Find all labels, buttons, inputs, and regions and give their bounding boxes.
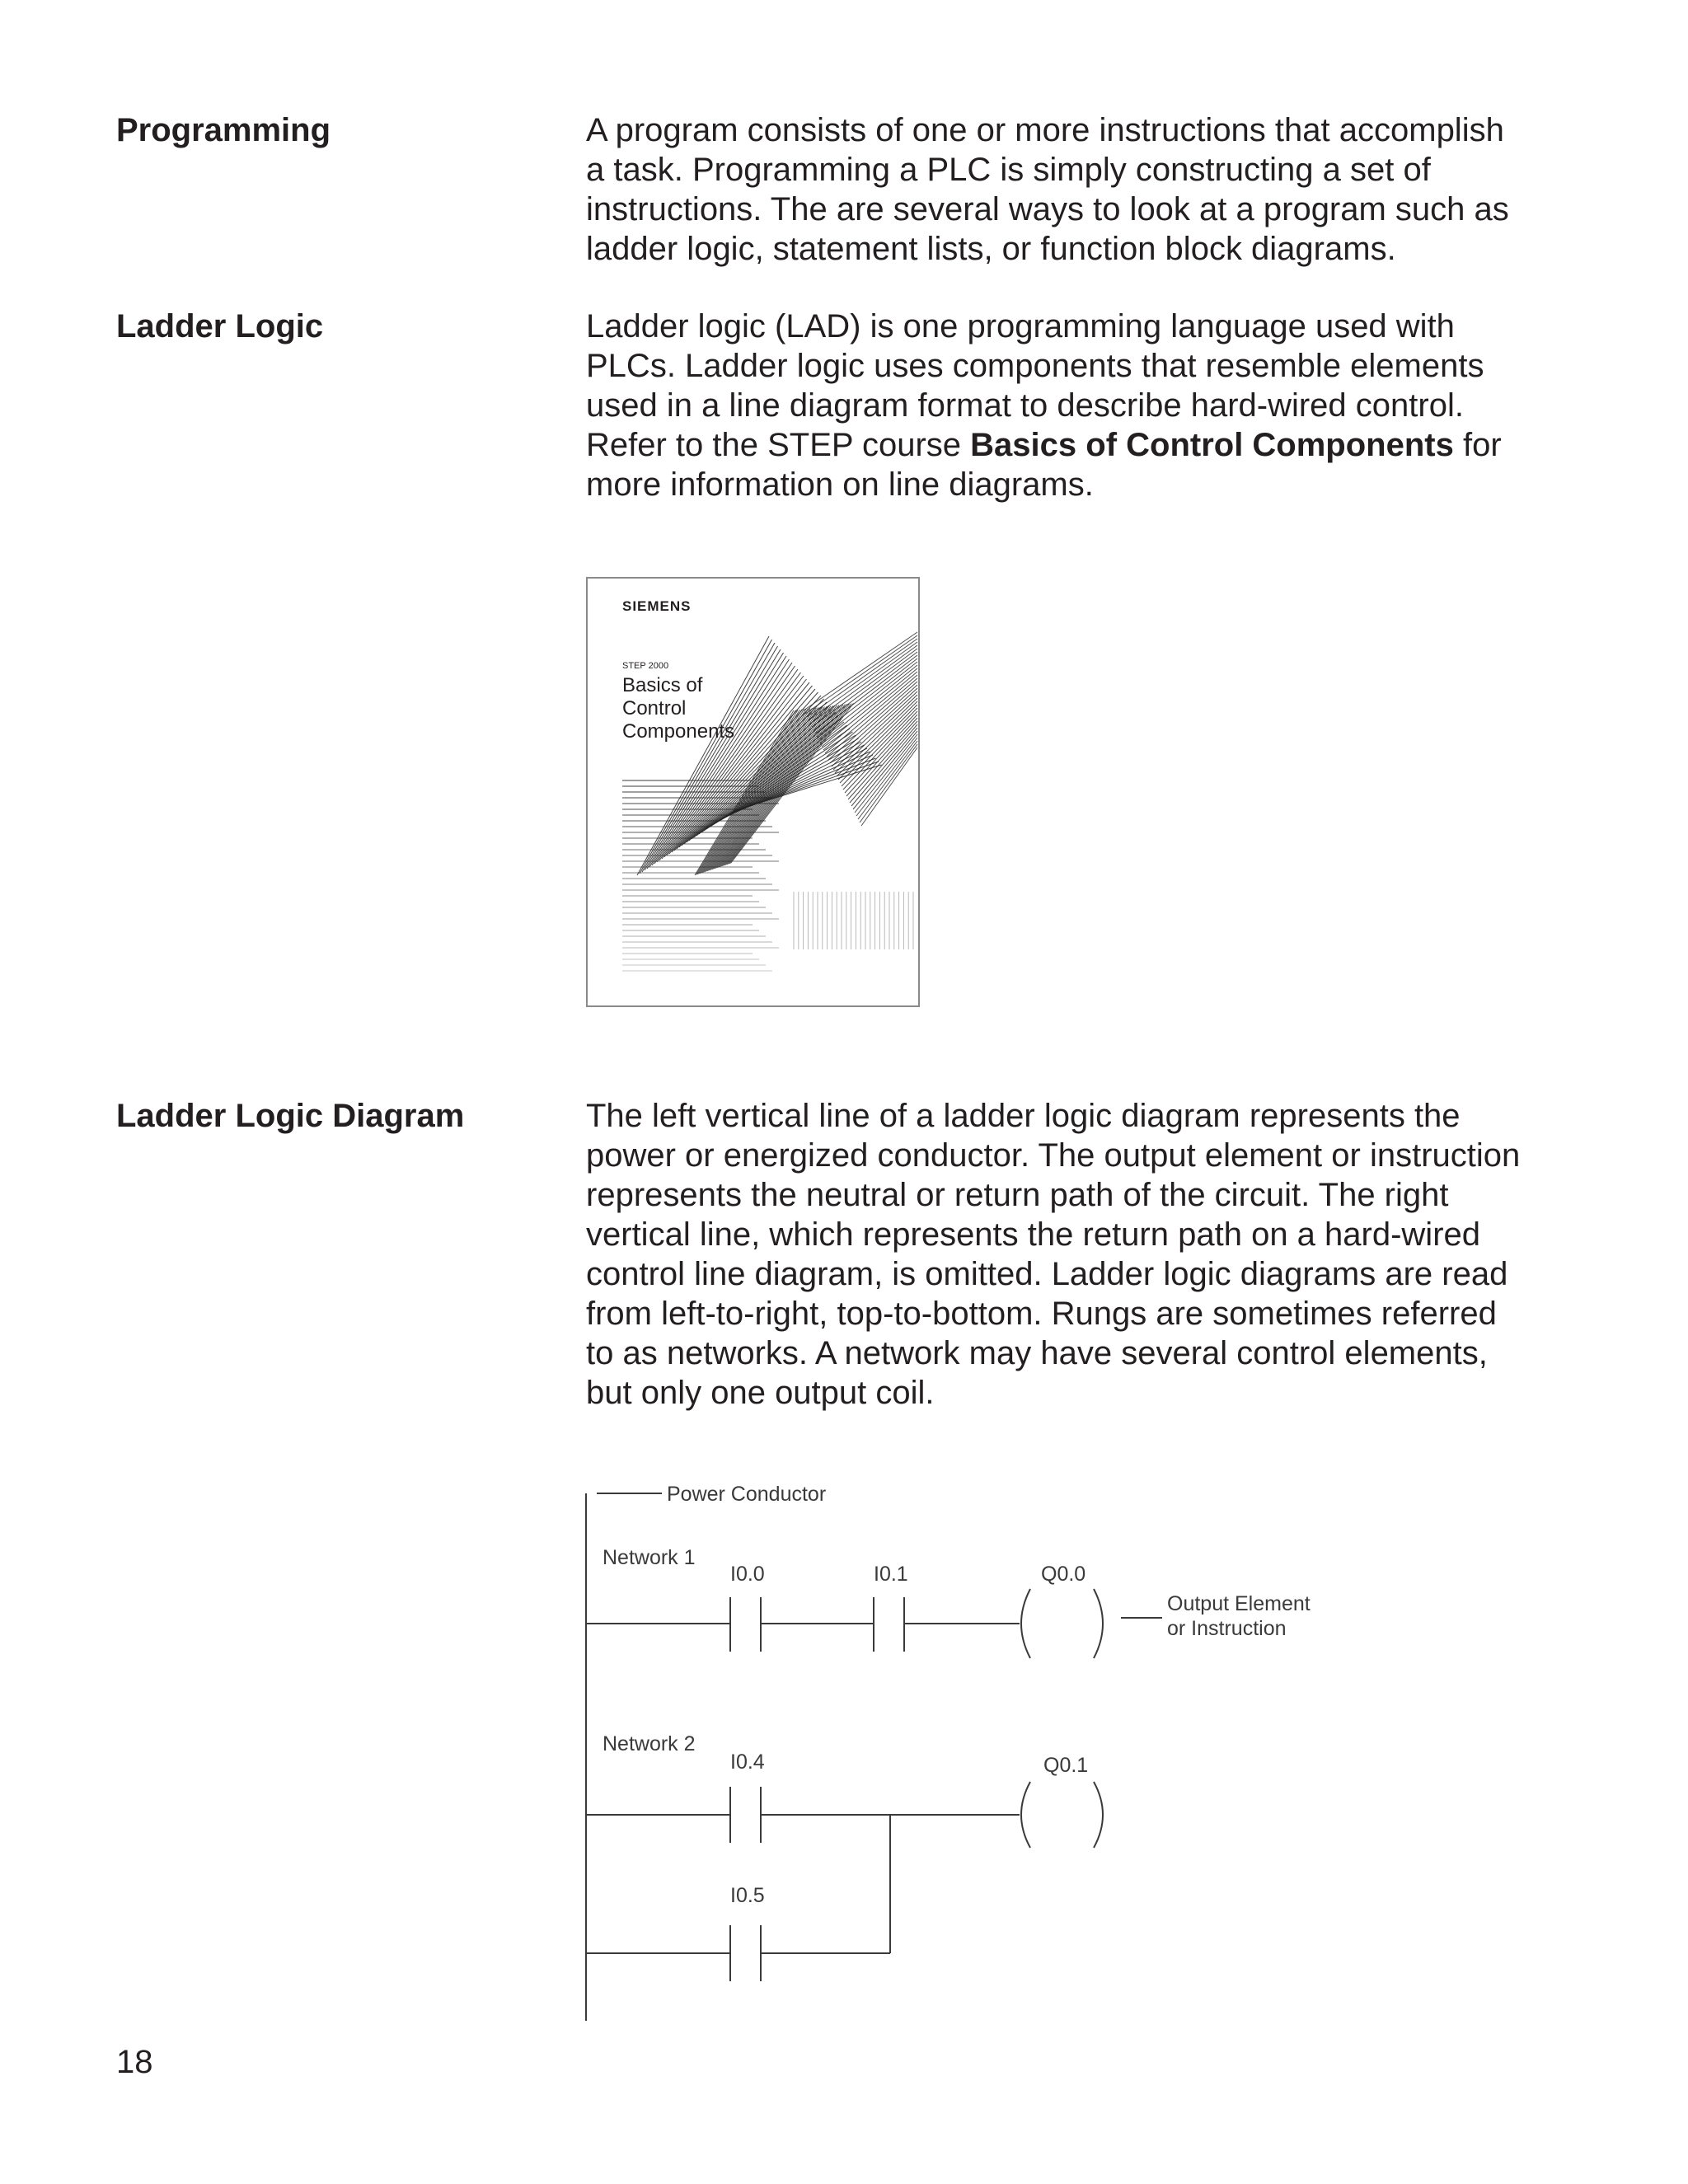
book-cover-figure bbox=[586, 577, 920, 1007]
cover-art-line bbox=[814, 652, 917, 730]
paragraph-programming: A program consists of one or more instructions that accomplish a task. Programming a PLC is simply constructing a set of instructions. The are several ways to look at a program such as ladder logic, statement lists, or function block diagrams. bbox=[586, 112, 1509, 267]
power-conductor-label: Power Conductor bbox=[667, 1483, 827, 1506]
heading-ladder-logic: Ladder Logic bbox=[116, 308, 324, 344]
cover-art-line bbox=[860, 744, 917, 823]
n1-coil-left bbox=[1021, 1589, 1030, 1658]
paragraph-ladder-logic bbox=[586, 307, 1526, 504]
course-title-reference: Basics of Control Components bbox=[970, 427, 1454, 463]
contact-i05-label: I0.5 bbox=[730, 1884, 765, 1907]
heading-programming: Programming bbox=[116, 112, 331, 148]
network-1-label: Network 1 bbox=[603, 1546, 696, 1569]
contact-i01-label: I0.1 bbox=[874, 1563, 908, 1586]
heading-ladder-logic-diagram: Ladder Logic Diagram bbox=[116, 1098, 465, 1134]
network-2-label: Network 2 bbox=[603, 1732, 696, 1755]
paragraph-ladder-logic-text-1: Ladder logic (LAD) is one programming language used with PLCs. Ladder logic uses components that resemble elements used in a line diagram format to describe hard-wired control. Refer to the STEP course bbox=[586, 308, 1484, 463]
page-number: 18 bbox=[116, 2044, 153, 2080]
cover-title: Basics of Control Components bbox=[622, 674, 735, 743]
output-label-line2: or Instruction bbox=[1167, 1617, 1287, 1640]
cover-series: STEP 2000 bbox=[622, 661, 669, 671]
cover-brand: SIEMENS bbox=[622, 598, 692, 614]
n2-coil-left bbox=[1021, 1782, 1030, 1848]
ladder-diagram bbox=[577, 1475, 1360, 2036]
coil-q00-label: Q0.0 bbox=[1041, 1563, 1086, 1586]
output-label-line1: Output Element bbox=[1167, 1592, 1311, 1615]
contact-i00-label: I0.0 bbox=[730, 1563, 765, 1586]
contact-i04-label: I0.4 bbox=[730, 1750, 765, 1774]
paragraph-ladder-logic-text-2: for more information on line diagrams. bbox=[586, 427, 1502, 503]
cover-art-line bbox=[855, 734, 917, 813]
n1-coil-right bbox=[1094, 1589, 1103, 1658]
n2-coil-right bbox=[1094, 1782, 1103, 1848]
paragraph-ladder-logic-diagram: The left vertical line of a ladder logic diagram represents the power or energized conductor. The output element or instruction represents the neutral or return path of the circuit. The right vertical line, which represents the return path on a hard-wired control line diagram, is omitted. Ladder logic diagrams are read from left-to-right, top-to-bottom. Rungs are sometimes referred to as networks. A network may have several control elements, but only one output coil. bbox=[586, 1098, 1521, 1411]
coil-q01-label: Q0.1 bbox=[1043, 1754, 1089, 1777]
cover-art-line bbox=[861, 748, 917, 826]
cover-artwork bbox=[588, 579, 920, 1007]
